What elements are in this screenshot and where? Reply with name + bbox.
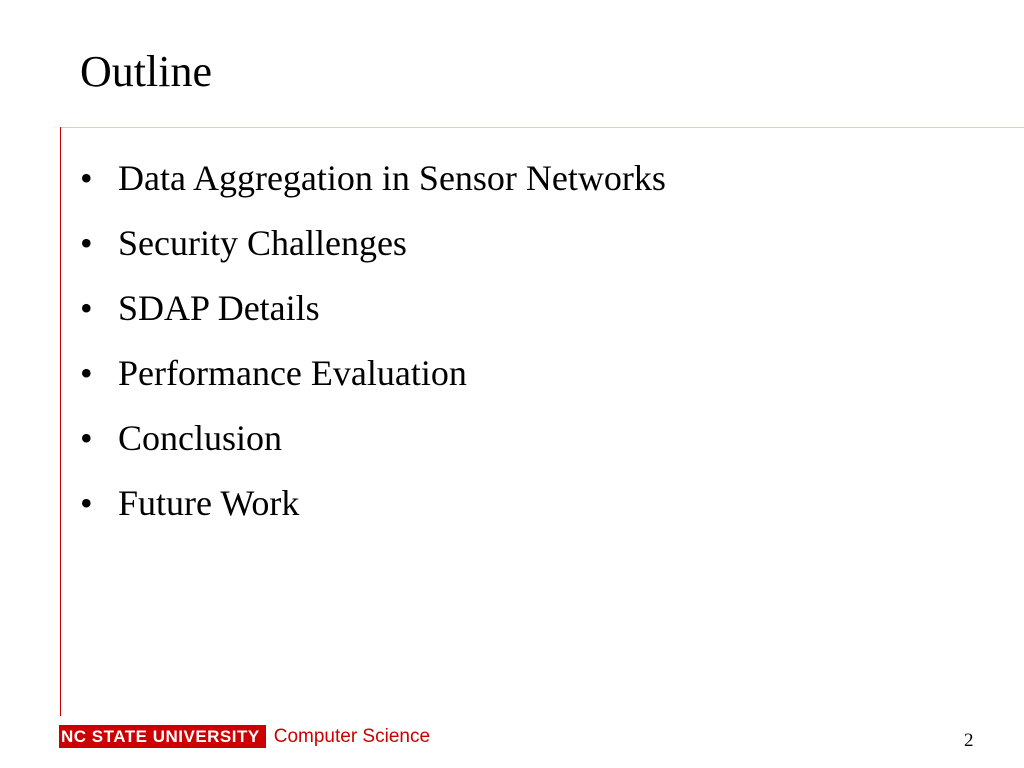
title-divider-line (60, 127, 1024, 128)
outline-item-label: Future Work (118, 483, 300, 523)
outline-item (80, 211, 666, 276)
outline-item (80, 341, 666, 406)
bullet-icon: • (80, 158, 93, 198)
bullet-icon: • (80, 223, 93, 263)
outline-item-label: Conclusion (118, 418, 283, 458)
university-logo-block: NC STATE UNIVERSITY (59, 725, 266, 748)
outline-item (80, 406, 666, 471)
outline-item (80, 146, 666, 211)
outline-item-label: Security Challenges (118, 223, 407, 263)
bullet-icon: • (80, 288, 93, 328)
outline-item-label: Performance Evaluation (118, 353, 467, 393)
outline-item (80, 471, 666, 536)
bullet-icon: • (80, 353, 93, 393)
ncsu-logo (59, 725, 430, 748)
outline-item-label: SDAP Details (118, 288, 320, 328)
department-label: Computer Science (273, 725, 431, 747)
outline-list (80, 146, 666, 536)
bullet-icon: • (80, 418, 93, 458)
outline-item (80, 276, 666, 341)
outline-item-label: Data Aggregation in Sensor Networks (118, 158, 666, 198)
page-number: 2 (964, 730, 974, 751)
bullet-icon: • (80, 483, 93, 523)
left-margin-line (60, 127, 61, 716)
slide-title: Outline (80, 47, 212, 96)
